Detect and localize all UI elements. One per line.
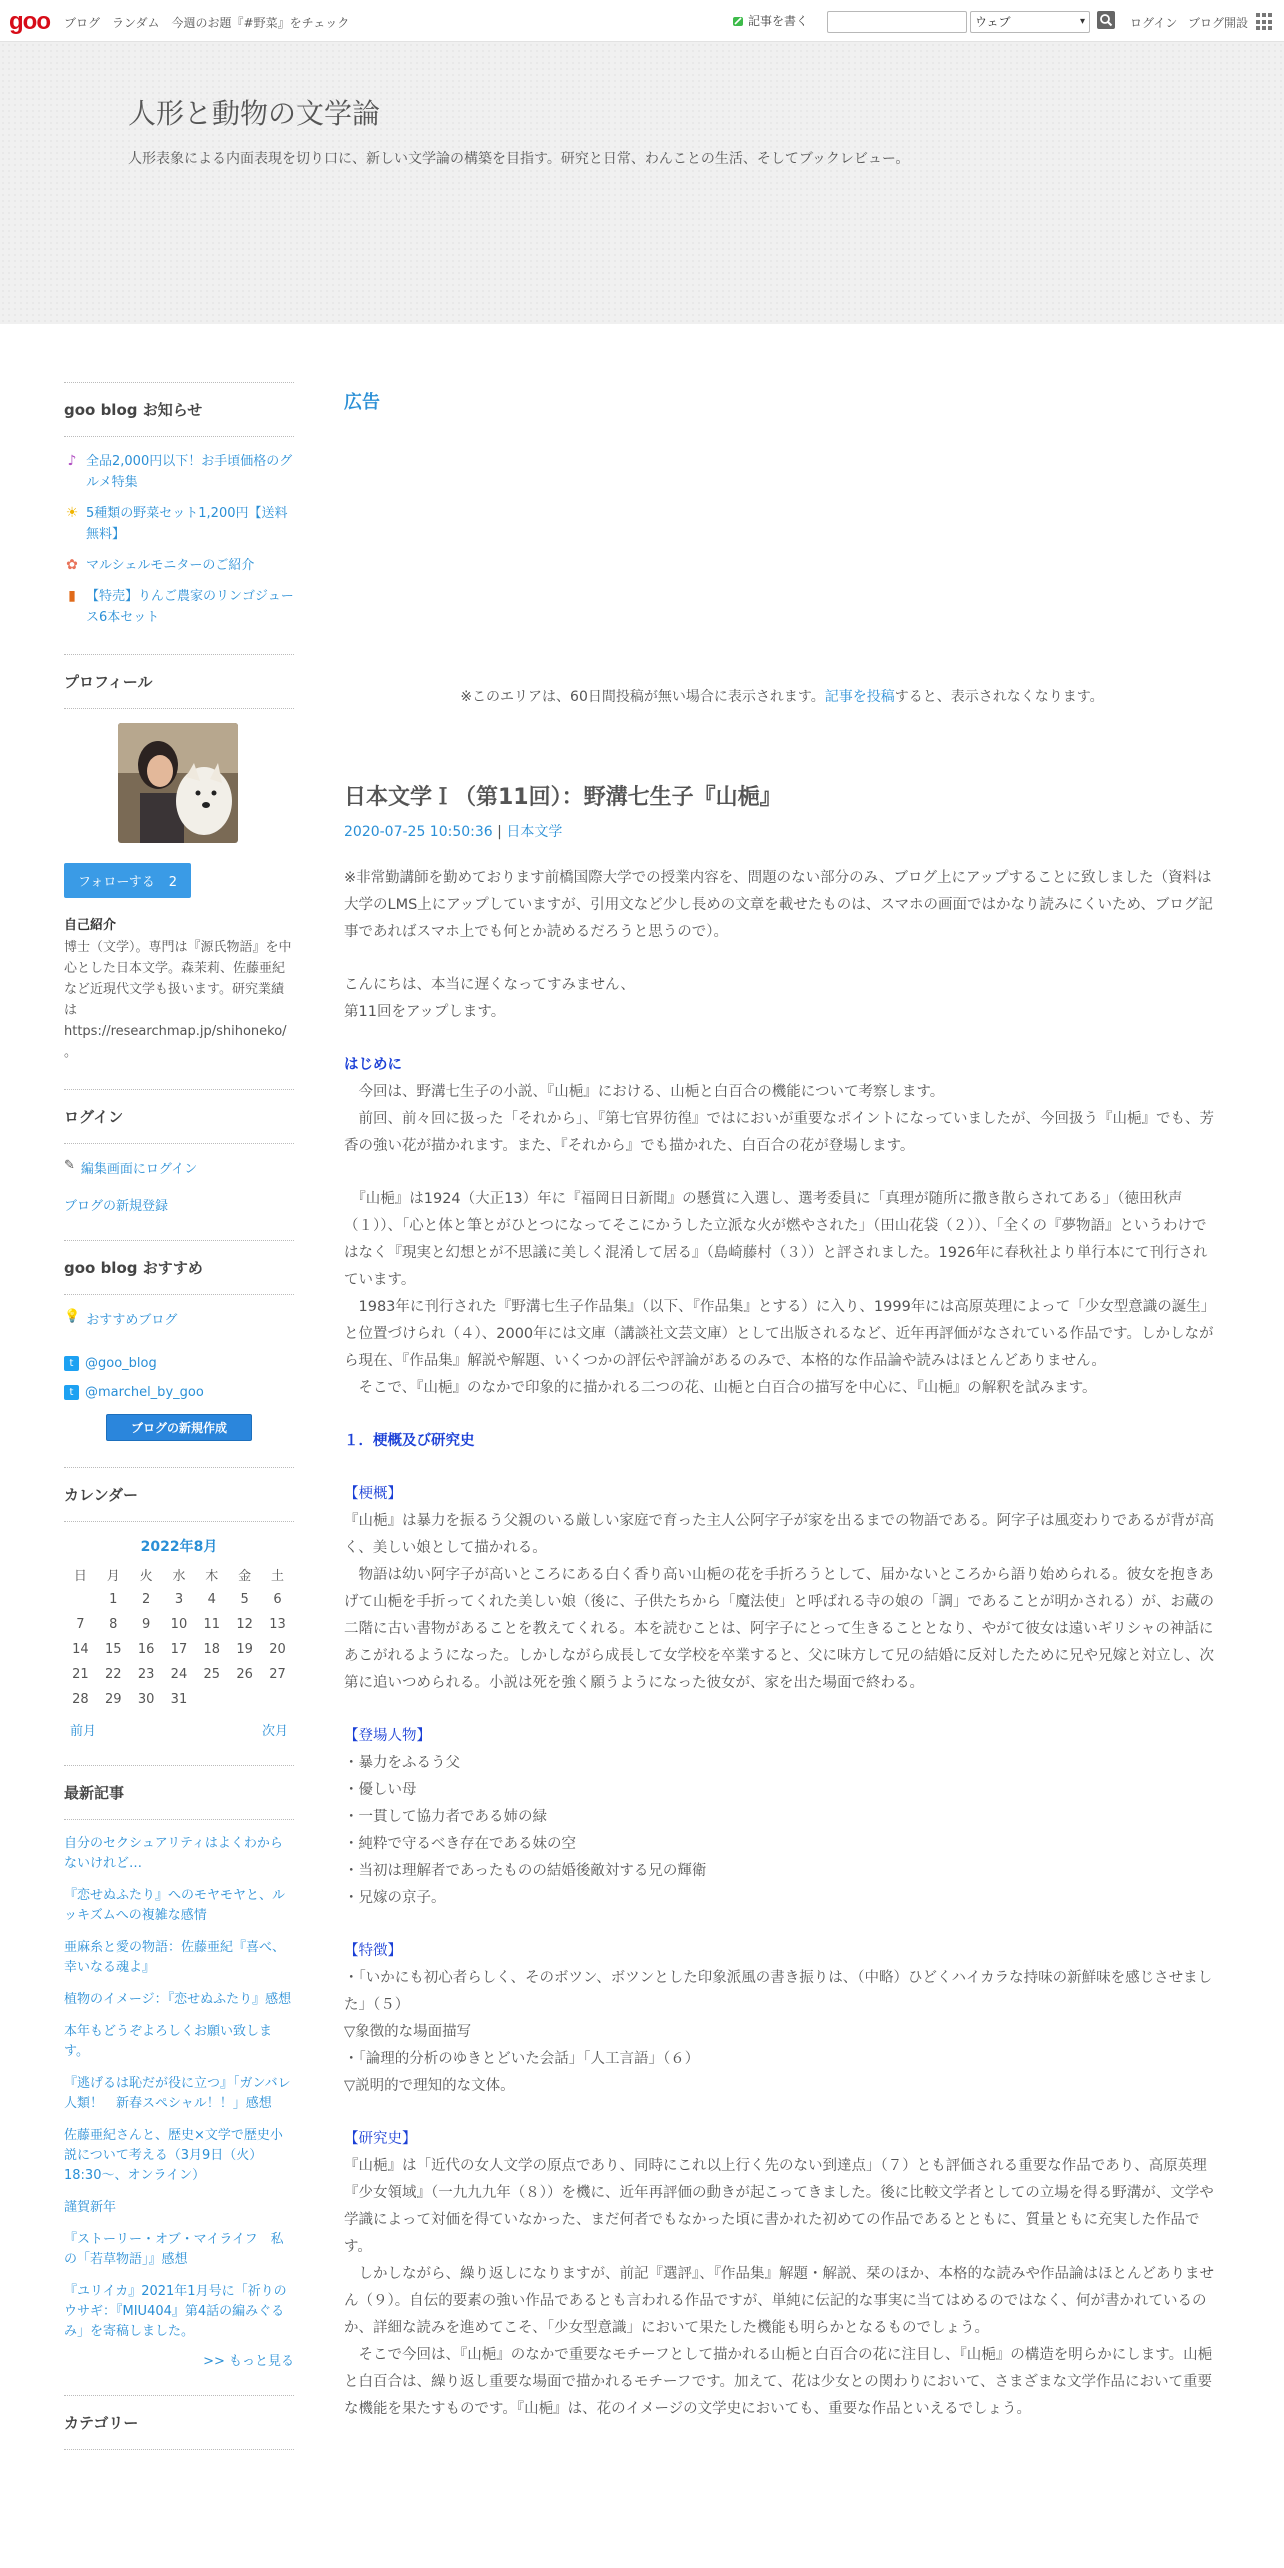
- calendar-day: 24: [170, 1667, 188, 1682]
- calendar-day: 3: [174, 1592, 184, 1607]
- profile-title: プロフィール: [64, 654, 294, 709]
- article-body: [344, 865, 1220, 2423]
- create-blog-button[interactable]: ブログの新規作成: [106, 1414, 252, 1441]
- paragraph-gap: [344, 1160, 1220, 1186]
- notice-item-text: 【特売】りんご農家のリンゴジュース6本セット: [86, 589, 294, 625]
- notice-title: goo blog お知らせ: [64, 382, 294, 437]
- recommend-title: goo blog おすすめ: [64, 1240, 294, 1295]
- article-paragraph: ・兄嫁の京子。: [344, 1890, 446, 1906]
- open-blog-link[interactable]: ブログ開設: [1188, 16, 1249, 30]
- blog-header: [0, 42, 1284, 324]
- new-register-label: ブログの新規登録: [64, 1199, 169, 1214]
- calendar-day: 5: [240, 1592, 249, 1607]
- recent-article-link[interactable]: 自分のセクシュアリティはよくわからないけれど…: [64, 1836, 283, 1871]
- top-nav: [64, 14, 349, 31]
- article-paragraph: ・一貫して協力者である姉の緑: [344, 1809, 547, 1825]
- calendar-day: 8: [109, 1617, 118, 1632]
- paragraph-gap: [344, 946, 1220, 972]
- new-register-link[interactable]: [64, 1195, 294, 1214]
- article-paragraph: そこで、『山梔』のなかで印象的に描かれる二つの花、山梔と白百合の描写を中心に、『山梔』の解釈を試みます。: [344, 1380, 1097, 1396]
- self-intro-title: 自己紹介: [64, 918, 117, 933]
- recent-list: [64, 1834, 294, 2342]
- calendar-week-row: [64, 1587, 294, 1612]
- article-title[interactable]: 日本文学Ｉ（第11回）：野溝七生子『山梔』: [344, 785, 782, 810]
- edit-login-link[interactable]: [64, 1158, 294, 1177]
- calendar-week-row: [64, 1662, 294, 1687]
- profile-photo[interactable]: [118, 723, 238, 843]
- calendar-next-link[interactable]: 次月: [261, 1724, 288, 1739]
- article-paragraph: 『山梔』は「近代の女人文学の原点であり、同時にこれ以上行く先のない到達点」（７）とも評価される重要な作品であり、高原英理『少女領域』（一九九九年（８））を機に、近年再評価の動きが起こってきました。後に比較文学者としての立場を得る野溝が、文学や学識によって対価を得ていなかった、まだ何者でもなかった頃に書かれた初めての作品であるとともに、質量ともに充実した作品です。: [344, 2158, 1214, 2255]
- calendar-day: [261, 1687, 294, 1712]
- recent-article-link[interactable]: 『恋せぬふたり』へのモヤモヤと、ルッキズムへの複雑な感情: [64, 1888, 286, 1923]
- calendar-day: 27: [269, 1667, 286, 1682]
- article-paragraph: そこで今回は、『山梔』のなかで重要なモチーフとして描かれる山梔と白百合の花に注目し、『山梔』の構造を明らかにします。山梔と白百合は、繰り返し重要な場面で描かれるモチーフです。加えて、花は少女との関わりにおいて、さまざまな文学作品において重要な機能を果たすものです。『山梔』は、花のイメージの文学史においても、重要な作品といえるでしょう。: [344, 2347, 1213, 2417]
- calendar-prev-link[interactable]: 前月: [70, 1724, 97, 1739]
- calendar-day: [228, 1687, 261, 1712]
- recent-article-link[interactable]: 本年もどうぞよろしくお願い致します。: [64, 2024, 273, 2059]
- twitter-icon: t: [64, 1356, 79, 1371]
- recent-article-link[interactable]: 亜麻糸と愛の物語：佐藤亜紀『喜べ、幸いなる魂よ』: [64, 1940, 286, 1975]
- article-paragraph: ・暴力をふるう父: [344, 1755, 460, 1771]
- paragraph-gap: [344, 1026, 1220, 1052]
- sidebar: [64, 382, 294, 2476]
- ad-note: [344, 686, 1220, 706]
- calendar-day: 15: [104, 1642, 122, 1657]
- ad-note-text: すると、表示されなくなります。: [894, 689, 1104, 705]
- weekday-label: 木: [205, 1569, 219, 1584]
- goo-logo[interactable]: goo: [9, 8, 50, 35]
- calendar-nav: [64, 1712, 294, 1739]
- meta-separator: |: [497, 824, 502, 840]
- article-paragraph: 1983年に刊行された『野溝七生子作品集』（以下、『作品集』とする）に入り、1999年には高原英理によって「少女型意識の誕生」と位置づけられ（４）、2000年には文庫（講談社文芸文庫）として出版されるなど、近年再評価がなされている作品です。しかしながら現在、『作品集』解説や解題、いくつかの評伝や評論があるのみで、本格的な作品論や読みはほとんどありません。: [344, 1299, 1216, 1369]
- more-link[interactable]: >> もっと見る: [203, 2354, 294, 2369]
- article-paragraph: こんにちは、本当に遅くなってすみません、: [344, 977, 635, 993]
- subsection-heading: 【特徴】: [344, 1943, 402, 1959]
- notice-item[interactable]: [64, 586, 294, 628]
- twitter-link-goo-blog[interactable]: [64, 1356, 294, 1371]
- calendar-day: 7: [76, 1617, 85, 1632]
- recent-article-link[interactable]: 『ユリイカ』2021年1月号に「祈りのウサギ：『MIU404』第4話の編みぐるみ」を寄稿しました。: [64, 2284, 287, 2339]
- top-link-random[interactable]: ランダム: [112, 16, 160, 30]
- calendar-day: 18: [203, 1642, 221, 1657]
- recent-section: [64, 1765, 294, 2369]
- ad-note-text: ※このエリアは、60日間投稿が無い場合に表示されます。: [460, 689, 825, 705]
- write-article-button[interactable]: [731, 12, 808, 29]
- calendar-day: 31: [170, 1692, 188, 1707]
- weekday-label: 土: [271, 1569, 285, 1584]
- calendar-table: [64, 1562, 294, 1712]
- weekday-label: 水: [172, 1569, 186, 1584]
- paragraph-gap: [344, 1697, 1220, 1723]
- weekday-label: 火: [139, 1569, 153, 1584]
- category-title: カテゴリー: [64, 2395, 294, 2450]
- twitter-icon: t: [64, 1385, 79, 1400]
- category-section: [64, 2395, 294, 2450]
- login-section: [64, 1089, 294, 1214]
- article-paragraph: ▽象徴的な場面描写: [344, 2024, 472, 2040]
- login-title: ログイン: [64, 1089, 294, 1144]
- self-intro-text: 博士（文学）。専門は『源氏物語』を中心とした日本文学。森茉莉、佐藤亜紀など近現代文学も扱います。研究業績は https://researchmap.jp/shihoneko/ 。: [64, 940, 292, 1060]
- subsection-heading: 【梗概】: [344, 1486, 402, 1502]
- notice-item[interactable]: [64, 503, 294, 545]
- weekday-label: 金: [238, 1569, 252, 1584]
- calendar-day: 29: [104, 1692, 122, 1707]
- calendar-day: 25: [203, 1667, 221, 1682]
- follow-count: 2: [168, 875, 177, 890]
- search-icon: [1099, 13, 1113, 27]
- recent-article-link[interactable]: 『逃げるは恥だが役に立つ』「ガンバレ人類！ 新春スペシャル！！」感想: [64, 2076, 291, 2111]
- article-paragraph: ・「いかにも初心者らしく、そのボツン、ボツンとした印象派風の書き振りは、（中略）ひどくハイカラな持味の新鮮味を感じさせました」（５）: [344, 1970, 1213, 2013]
- calendar-week-row: [64, 1612, 294, 1637]
- write-article-label: 記事を書く: [748, 14, 809, 28]
- flower-icon: ✿: [66, 557, 78, 573]
- paragraph-gap: [344, 1455, 1220, 1481]
- calendar-day: 21: [72, 1667, 89, 1682]
- calendar-day: 9: [141, 1617, 151, 1632]
- article-paragraph: ・純粋で守るべき存在である妹の空: [344, 1836, 576, 1852]
- twitter-handle: @goo_blog: [85, 1356, 157, 1371]
- top-bar: [0, 0, 1284, 42]
- article-paragraph: ・優しい母: [344, 1782, 417, 1798]
- calendar-day: 10: [170, 1617, 188, 1632]
- notice-item-text: 全品2,000円以下！お手頃価格のグルメ特集: [86, 454, 293, 490]
- article-paragraph: ※非常勤講師を勤めております前橋国際大学での授業内容を、問題のない部分のみ、ブログ上にアップすることに致しました（資料は大学のLMS上にアップしていますが、引用文など少し長めの文章を載せたものは、スマホの画面ではかなり読みにくいため、ブログ記事であればスマホ上でも何とか読めるだろうと思うので）。: [344, 870, 1213, 940]
- ad-label: 広告: [344, 392, 380, 413]
- article-datetime[interactable]: 2020-07-25 10:50:36: [344, 824, 493, 840]
- article-meta: [344, 821, 1220, 841]
- calendar-title: カレンダー: [64, 1467, 294, 1522]
- notice-item-text: 5種類の野菜セット1,200円【送料無料】: [86, 506, 288, 542]
- calendar-day: 1: [109, 1592, 118, 1607]
- pencil-icon: ✎: [64, 1158, 75, 1173]
- blog-description: 人形表象による内面表現を切り口に、新しい文学論の構築を目指す。研究と日常、わんことの生活、そしてブックレビュー。: [128, 151, 910, 167]
- article-paragraph: ▽説明的で理知的な文体。: [344, 2078, 515, 2094]
- article-category-link[interactable]: 日本文学: [506, 824, 563, 840]
- calendar-day: 30: [137, 1692, 155, 1707]
- music-note-icon: ♪: [67, 453, 77, 469]
- lightbulb-icon: 💡: [64, 1309, 81, 1324]
- follow-label: フォローする: [78, 875, 155, 890]
- calendar-day: [195, 1687, 228, 1712]
- top-link-weekly-topic[interactable]: 今週のお題『#野菜』をチェック: [171, 16, 350, 30]
- article-paragraph: ・「論理的分析のゆきとどいた会話」「人工言語」（６）: [344, 2051, 700, 2067]
- article-paragraph: しかしながら、繰り返しになりますが、前記『選評』、『作品集』解題・解説、栞のほか、本格的な読みや作品論はほとんどありません（９）。自伝的要素の強い作品であるとも言われる作品ですが、単純に伝記的な事実に当てはめるのではなく、何が書かれているのか、詳細な読みを進めてこそ、「少女型意識」において果たした機能も明らかとなるものでしょう。: [344, 2266, 1214, 2336]
- notice-item-text: マルシェルモニターのご紹介: [86, 558, 255, 573]
- recommend-blog-label: おすすめブログ: [86, 1313, 178, 1328]
- recent-title: 最新記事: [64, 1765, 294, 1820]
- recommend-blog-link[interactable]: [64, 1309, 294, 1328]
- calendar-day: 16: [137, 1642, 155, 1657]
- blog-title[interactable]: 人形と動物の文学論: [128, 97, 381, 130]
- article-paragraph: 今回は、野溝七生子の小説、『山梔』における、山梔と白百合の機能について考察します。: [344, 1084, 945, 1100]
- article-paragraph: 『山梔』は暴力を振るう父親のいる厳しい家庭で育った主人公阿字子が家を出るまでの物語である。阿字子は風変わりであるが背が高く、美しい娘として描かれる。: [344, 1513, 1214, 1556]
- calendar-day: 11: [203, 1617, 221, 1632]
- chevron-down-icon: ▾: [1079, 16, 1085, 27]
- article-paragraph: ・当初は理解者であったものの結婚後敵対する兄の輝衛: [344, 1863, 707, 1879]
- section-heading: １．梗概及び研究史: [344, 1433, 475, 1449]
- calendar-day: 20: [269, 1642, 286, 1657]
- post-article-link[interactable]: 記事を投稿: [824, 689, 895, 705]
- calendar-section: [64, 1467, 294, 1739]
- recent-article-link[interactable]: 謹賀新年: [64, 2200, 117, 2215]
- calendar-day: 14: [72, 1642, 89, 1657]
- calendar-day: 4: [207, 1592, 216, 1607]
- section-heading: はじめに: [344, 1057, 402, 1073]
- article-paragraph: 物語は幼い阿字子が高いところにある白く香り高い山梔の花を手折ろうとして、届かないところから語り始められる。彼女を抱きあげて山梔を手折ってくれた美しい娘（後に、子供たちから「魔法使」と呼ばれる寺の娘の「調」であることが明かされる）が、お蔵の二階に古い書物があることを教えてくれる。本を読むことは、阿字子にとって生きることとなり、やがて彼女は遠いギリシャの神話にあこがれるようになった。しかしながら成長して女学校を卒業すると、父に味方して兄の結婚に反対したために兄や兄嫁と対立し、次第に追いつめられる。小説は死を強く願うようになった彼女が、家を出た場面で終わる。: [344, 1567, 1214, 1691]
- calendar-day: 17: [170, 1642, 188, 1657]
- paragraph-gap: [344, 1402, 1220, 1428]
- calendar-day: 13: [269, 1617, 286, 1632]
- main-content: [344, 382, 1220, 2423]
- calendar-day: [64, 1587, 97, 1612]
- article-paragraph: 『山梔』は1924（大正13）年に『福岡日日新聞』の懸賞に入選し、選考委員に「真理が随所に撒き散らされてある」（徳田秋声（１））、「心と体と筆とがひとつになってそこにかうした立派な火が燃やされた」（田山花袋（２））、「全くの『夢物語』というわけではなく『現実と幻想とが不思議に美しく混淆して居る』（島崎藤村（３））と評されました。1926年に春秋社より単行本にて刊行されています。: [344, 1191, 1208, 1288]
- paragraph-gap: [344, 2100, 1220, 2126]
- follow-button[interactable]: [64, 863, 191, 898]
- calendar-day: 12: [236, 1617, 253, 1632]
- calendar-weekday-row: [64, 1562, 294, 1587]
- calendar-day: 19: [236, 1642, 253, 1657]
- search-input[interactable]: [827, 11, 967, 33]
- recent-article-link[interactable]: 佐藤亜紀さんと、歴史×文学で歴史小説について考える（3月9日（火）18:30～、オンライン）: [64, 2128, 283, 2183]
- article-paragraph: 第11回をアップします。: [344, 1004, 506, 1020]
- article-paragraph: 前回、前々回に扱った「それから」、『第七官界彷徨』ではにおいが重要なポイントになっていましたが、今回扱う『山梔』でも、芳香の強い花が描かれます。また、『それから』でも描かれた、白百合の花が登場します。: [344, 1111, 1214, 1154]
- calendar-month: 2022年8月: [140, 1539, 218, 1555]
- notice-section: [64, 382, 294, 628]
- notice-item[interactable]: [64, 451, 294, 493]
- calendar-day: 28: [72, 1692, 89, 1707]
- calendar-week-row: [64, 1637, 294, 1662]
- recommend-section: [64, 1240, 294, 1441]
- notice-item[interactable]: [64, 555, 294, 576]
- calendar-day: 22: [104, 1667, 122, 1682]
- apps-grid-icon[interactable]: [1256, 13, 1274, 31]
- top-link-blog[interactable]: ブログ: [64, 16, 101, 30]
- calendar-day: 2: [141, 1592, 151, 1607]
- sun-icon: ☀: [65, 505, 79, 521]
- search-scope-select[interactable]: [970, 11, 1090, 33]
- calendar-day: 6: [273, 1592, 282, 1607]
- weekday-label: 月: [106, 1569, 120, 1584]
- recent-article-link[interactable]: 植物のイメージ：『恋せぬふたり』感想: [64, 1992, 292, 2007]
- paragraph-gap: [344, 1912, 1220, 1938]
- login-link[interactable]: ログイン: [1130, 16, 1178, 30]
- edit-login-label: 編集画面にログイン: [80, 1162, 198, 1177]
- juice-icon: ▮: [68, 588, 76, 604]
- calendar-week-row: [64, 1687, 294, 1712]
- calendar-day: 23: [137, 1667, 155, 1682]
- subsection-heading: 【登場人物】: [344, 1728, 431, 1744]
- search-button[interactable]: [1097, 11, 1115, 29]
- profile-section: [64, 654, 294, 1063]
- twitter-link-marchel[interactable]: [64, 1385, 294, 1400]
- calendar-day: 26: [236, 1667, 253, 1682]
- pencil-icon: [731, 14, 745, 28]
- subsection-heading: 【研究史】: [344, 2131, 417, 2147]
- recent-article-link[interactable]: 『ストーリー・オブ・マイライフ 私の「若草物語」』感想: [64, 2232, 284, 2267]
- twitter-handle: @marchel_by_goo: [85, 1385, 204, 1400]
- weekday-label: 日: [73, 1569, 87, 1584]
- search-scope-value: ウェブ: [975, 15, 1011, 29]
